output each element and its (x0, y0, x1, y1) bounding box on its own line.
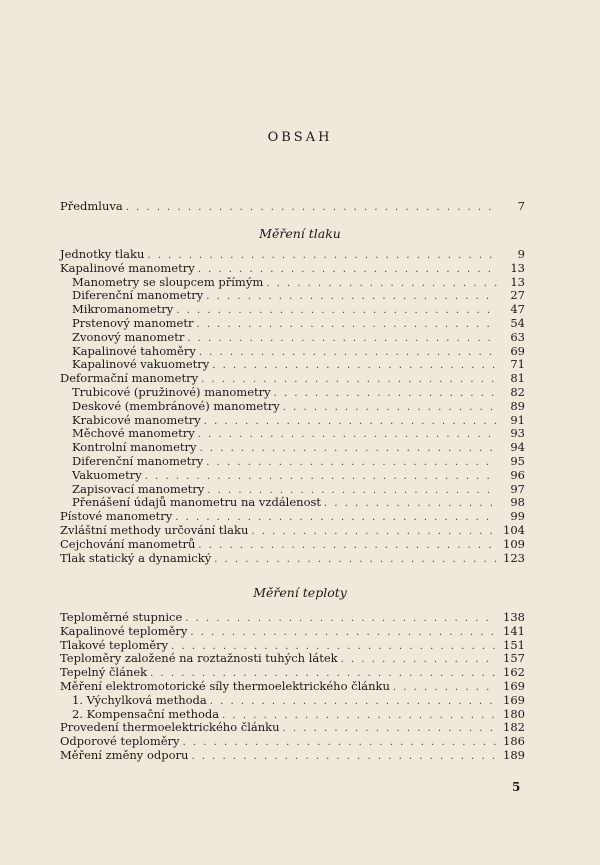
toc-entry-page: 141 (503, 623, 525, 638)
toc-entry-label: Zvláštní methody určování tlaku (60, 522, 249, 537)
toc-entry-page: 96 (510, 467, 525, 482)
leader-dots (212, 359, 497, 373)
toc-entry-page: 13 (510, 260, 525, 275)
leader-dots (283, 722, 497, 736)
toc-entry (60, 372, 525, 386)
toc-entry-label: Tlak statický a dynamický (60, 550, 212, 565)
toc-entry (60, 400, 525, 414)
toc-entry-label: Vakuometry (72, 467, 142, 482)
toc-entry (60, 611, 525, 625)
toc-entry-label: Měření elektromotorické síly thermoelektrického článku (60, 678, 390, 693)
toc-entry-page: 91 (510, 412, 525, 427)
toc-entry (60, 694, 525, 708)
toc-entry (60, 721, 525, 735)
leader-dots (185, 612, 497, 626)
toc-entry-label: Deformační manometry (60, 371, 199, 386)
toc-entry-page: 89 (510, 398, 525, 413)
toc-entry-label: Přenášení údajů manometru na vzdálenost (72, 495, 322, 510)
toc-entry (60, 345, 525, 359)
leader-dots (191, 750, 497, 764)
page-title: OBSAH (267, 130, 333, 145)
toc-entry-label: Krabicové manometry (72, 412, 201, 427)
toc-entry-page: 54 (510, 315, 525, 330)
toc-entry-label: Zapisovací manometry (72, 481, 205, 496)
toc-entry-page: 162 (503, 665, 525, 680)
toc-entry-label: Teploměrné stupnice (60, 610, 183, 624)
toc-entry-page: 69 (510, 343, 525, 358)
toc-entry-page: 97 (510, 481, 525, 496)
toc-entry-page: 27 (510, 288, 525, 303)
leader-dots (187, 332, 497, 346)
toc-entry-label: Teploměry založené na roztažnosti tuhých látek (60, 651, 338, 666)
toc-entry-label: Kapalinové tahoměry (72, 343, 196, 358)
toc-section-temperature (60, 611, 525, 763)
toc-entry (60, 652, 525, 666)
toc-entry (60, 317, 525, 331)
toc-entry-label: 2. Kompensační methoda (72, 706, 220, 721)
page-number: 5 (512, 780, 521, 794)
toc-entry-label: Kapalinové teploměry (60, 623, 188, 638)
toc-entry-label: Pístové manometry (60, 509, 173, 524)
toc-entry-page: 71 (510, 357, 525, 372)
toc-entry (60, 749, 525, 763)
section-heading-pressure: Měření tlaku (259, 226, 341, 241)
toc-entry-label: Tepelný článek (60, 665, 148, 680)
toc-entry-label: Kontrolní manometry (72, 440, 197, 455)
toc-entry (60, 483, 525, 497)
leader-dots (204, 415, 497, 429)
leader-dots (198, 539, 497, 553)
toc-entry-page: 157 (503, 651, 525, 666)
toc-entry (60, 625, 525, 639)
toc-entry (60, 289, 525, 303)
toc-entry (60, 538, 525, 552)
leader-dots (206, 290, 497, 304)
toc-entry (60, 735, 525, 749)
toc-entry (60, 680, 525, 694)
leader-dots (199, 346, 497, 360)
toc-entry-page: 99 (510, 509, 525, 524)
toc-entry-preface (60, 200, 525, 214)
toc-entry (60, 386, 525, 400)
toc-entry (60, 262, 525, 276)
toc-entry-page: 186 (503, 734, 525, 749)
toc-entry (60, 358, 525, 372)
toc-entry-page: 123 (503, 550, 525, 565)
leader-dots (251, 525, 497, 539)
toc-entry-label: Měchové manometry (72, 426, 195, 441)
leader-dots (274, 387, 497, 401)
leader-dots (214, 553, 497, 567)
toc-entry (60, 331, 525, 345)
toc-entry-label: Tlakové teploměry (60, 637, 169, 652)
toc-entry-label: 1. Výchylková methoda (72, 692, 207, 707)
toc-entry-page: 63 (510, 329, 525, 344)
toc-entry-label: Předmluva (60, 199, 123, 213)
toc-entry-page: 104 (503, 522, 525, 537)
leader-dots (198, 428, 497, 442)
toc-entry-label: Cejchování manometrů (60, 536, 196, 551)
toc-entry-page: 13 (510, 274, 525, 289)
toc-entry-label: Zvonový manometr (72, 329, 185, 344)
toc-entry-label: Kapalinové manometry (60, 260, 195, 275)
leader-dots (126, 201, 497, 215)
leader-dots (341, 653, 497, 667)
toc-entry (60, 248, 525, 262)
leader-dots (210, 695, 497, 709)
toc-entry-page: 94 (510, 440, 525, 455)
toc-entry (60, 276, 525, 290)
leader-dots (176, 304, 497, 318)
toc-entry-label: Trubicové (pružinové) manometry (72, 384, 271, 399)
toc-entry-label: Provedení thermoelektrického článku (60, 720, 280, 735)
toc-entry-label: Kapalinové vakuometry (72, 357, 210, 372)
leader-dots (200, 442, 498, 456)
toc-entry (60, 427, 525, 441)
toc-entry (60, 552, 525, 566)
toc-entry-page: 169 (503, 692, 525, 707)
leader-dots (324, 497, 497, 511)
toc-entry-page: 82 (510, 384, 525, 399)
toc-entry-page: 182 (503, 720, 525, 735)
toc-entry (60, 496, 525, 510)
leader-dots (393, 681, 497, 695)
leader-dots (183, 736, 497, 750)
leader-dots (147, 249, 497, 263)
toc-section-pressure (60, 248, 525, 565)
leader-dots (206, 456, 497, 470)
toc-entry-label: Jednotky tlaku (60, 247, 145, 261)
toc-entry-label: Odporové teploměry (60, 734, 180, 749)
toc-entry-page: 7 (517, 199, 525, 213)
toc-entry-label: Mikromanometry (72, 302, 174, 317)
toc-entry-label: Diferenční manometry (72, 288, 204, 303)
toc-entry-label: Měření změny odporu (60, 747, 189, 762)
leader-dots (266, 277, 497, 291)
preface-block (60, 200, 525, 214)
toc-entry (60, 414, 525, 428)
toc-entry (60, 455, 525, 469)
toc-entry-label: Manometry se sloupcem přímým (72, 274, 264, 289)
toc-entry-page: 95 (510, 453, 525, 468)
toc-entry-page: 81 (510, 371, 525, 386)
toc-entry-page: 109 (503, 536, 525, 551)
toc-entry-page: 9 (517, 247, 525, 261)
toc-entry-label: Prstenový manometr (72, 315, 194, 330)
toc-entry-page: 138 (503, 610, 525, 624)
toc-entry-page: 151 (503, 637, 525, 652)
section-heading-temperature: Měření teploty (253, 585, 347, 600)
toc-entry (60, 441, 525, 455)
toc-entry-page: 189 (503, 747, 525, 762)
toc-entry (60, 666, 525, 680)
toc-entry-page: 98 (510, 495, 525, 510)
toc-entry-page: 47 (510, 302, 525, 317)
toc-entry-page: 93 (510, 426, 525, 441)
leader-dots (196, 318, 497, 332)
toc-entry-page: 169 (503, 678, 525, 693)
toc-entry-page: 180 (503, 706, 525, 721)
toc-entry (60, 524, 525, 538)
toc-entry (60, 510, 525, 524)
toc-entry (60, 639, 525, 653)
toc-entry (60, 303, 525, 317)
leader-dots (283, 401, 497, 415)
leader-dots (190, 626, 497, 640)
toc-entry-label: Deskové (membránové) manometry (72, 398, 280, 413)
toc-entry (60, 469, 525, 483)
toc-entry (60, 708, 525, 722)
toc-entry-label: Diferenční manometry (72, 453, 204, 468)
